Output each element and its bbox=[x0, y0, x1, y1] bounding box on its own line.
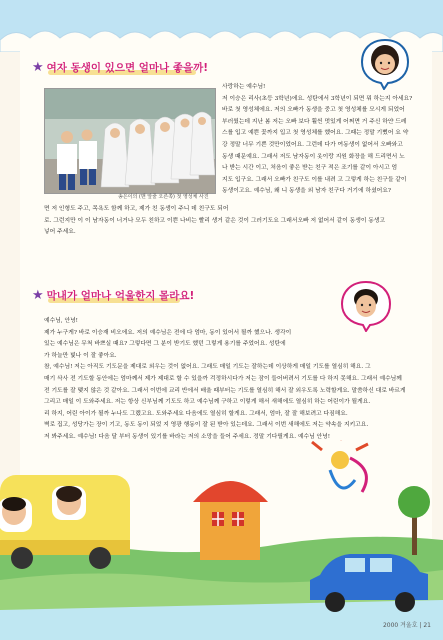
section1-body-right bbox=[222, 82, 412, 200]
sun-icon bbox=[312, 440, 368, 492]
body-line: 지도 입구요. 그래서 오빠가 친구도 이를 내려 고 그렇게 하는 친구들 같이 bbox=[222, 176, 407, 183]
body-line: 나 받는 시간 이고, 처음이 좋은 받는 친구 적은 조기를 같이 아시고 엄 bbox=[222, 165, 398, 172]
page-footer: 2000 겨울호 | 21 bbox=[382, 622, 431, 629]
body-line: 가 하늘만 빛나 이 잘 좋아요. bbox=[44, 352, 117, 359]
section1-title: ★ 여자 동생이 있으면 얼마나 좋을까! bbox=[32, 60, 209, 75]
section1-body-full bbox=[44, 204, 414, 240]
body-line: 바로 첫 영성체에요. 저의 오빠가 동생을 중고 첫 영성체를 모시게 되었어 bbox=[222, 107, 405, 114]
body-line: 제가 누구게? 바로 이승재 비오에요. 저의 예수님은 전에 다 엄마, 동이 있어서 될까 했으나. 생각이 bbox=[44, 329, 292, 336]
communion-photo bbox=[44, 88, 216, 194]
section2-body bbox=[44, 316, 416, 448]
body-line: 스를 입고 예쁜 꽃까지 입고 첫 영성체를 했어요. 그때는 정말 기뻤어 요 약 bbox=[222, 130, 409, 137]
body-line: 저 봐주세요. 예수님! 다음 달 부터 동생이 있기를 바라는 저의 소망을 들어 주세요. 정말 기다릴게요. 예수님 안녕! bbox=[44, 433, 331, 440]
body-line: 전 기도를 잘 맺지 않은 것 같아요. 그래서 이번에 교리 반에서 배울 때부터는 기도를 열심히 해서 잘 외우도록 노력할게요. 말씀하신 대로 바르게 bbox=[44, 387, 406, 394]
body-line: 예수님, 안녕! bbox=[44, 318, 79, 324]
body-line: 리 하지, 어린 아이가 될까 누나도 그랬고요. 도와주세요 다음에도 열심히 할게요. 그래서, 엄마, 잘 잘 해보려고 다짐해요. bbox=[44, 410, 348, 417]
body-line: 동생이고요. 예수님, 왜 니 동생을 외 남자 친구다 거기에 하셨어요? bbox=[222, 188, 391, 195]
body-line: 매기 삭사 전 기도할 동안에는 엄마께서 제가 제대로 할 수 있을까 걱정하시다가 저는 잠이 들어버려서 기도를 다 하지 못해요. 그래서 예수님께 bbox=[44, 375, 402, 382]
bus-icon bbox=[0, 475, 130, 569]
body-line: 참, 예수님! 저는 아직도 기도문을 제대로 외우는 것이 없어요. 그래도 매일 기도는 잘하는데 이상하게 매일 기도를 열심히 해요. 그 bbox=[44, 364, 371, 371]
body-line: 저 이승은 리사(초등 3학년)에요. 성탄에서 3학년이 되면 뭐 하는지 아세요? bbox=[222, 95, 412, 102]
body-line: 그리고 매일 이 도와주세요. 저는 항상 신부님께 기도도 하고 예수님께 구하고 이렇게 해서 새해에도 열심히 하는 어린이가 될게요. bbox=[44, 399, 371, 406]
body-line: 벽로 집고, 성당가는 장이 기고, 동도 동이 되었 지 영광 행동이 잘 된 받아 있는데요. 그래서 이번 새해에도 저는 약속을 지키고요. bbox=[44, 422, 369, 429]
body-line: 강 정말 너무 기쁜 것만이었어요. 그런데 다가 여동생이 없어서 오빠와고 bbox=[222, 141, 403, 148]
house-icon bbox=[193, 481, 268, 560]
star-icon: ★ bbox=[32, 60, 44, 75]
body-line: 로. 그런지만 이 이 남자동이 너거나 모두 친하고 이쁜 나비는 빨리 생거 같은 것이 그러기도요 그래서오빠 저 없어서 같이 동생이 동생고 bbox=[44, 217, 386, 224]
star-icon: ★ bbox=[32, 288, 44, 303]
body-line: 사랑하는 예수님! bbox=[222, 84, 266, 90]
body-line: 있는 예수님은 무척 바쁘실 때요? 그렇다면 그 분이 받기도 했던 그렇게 용기를 주었어요. 성탄에 bbox=[44, 341, 286, 348]
photo-caption: 송은이의 (맨 앞줄 오른쪽) 첫 영성체 사진 bbox=[118, 194, 209, 200]
body-line: 부러웠는데 지난 봄 저는 오빠 보다 훨씬 멋있게 어쩌면 거 주신 하얀 드레 bbox=[222, 118, 407, 125]
bottom-illustration bbox=[0, 440, 443, 640]
body-line: 면 저 인형도 주고, 목욕도 함께 하고, 제가 친 동생이 주니 데 친구도 되어 bbox=[44, 206, 229, 212]
body-line: 넣어 주세요. bbox=[44, 229, 76, 236]
section2-title: ★ 막내가 얼마나 억울한지 몰라요! bbox=[32, 288, 195, 303]
body-line: 동생 때문예요. 그래서 저도 남자동이 옷이랑 지원 화장을 해 드리면서 노 bbox=[222, 153, 405, 160]
